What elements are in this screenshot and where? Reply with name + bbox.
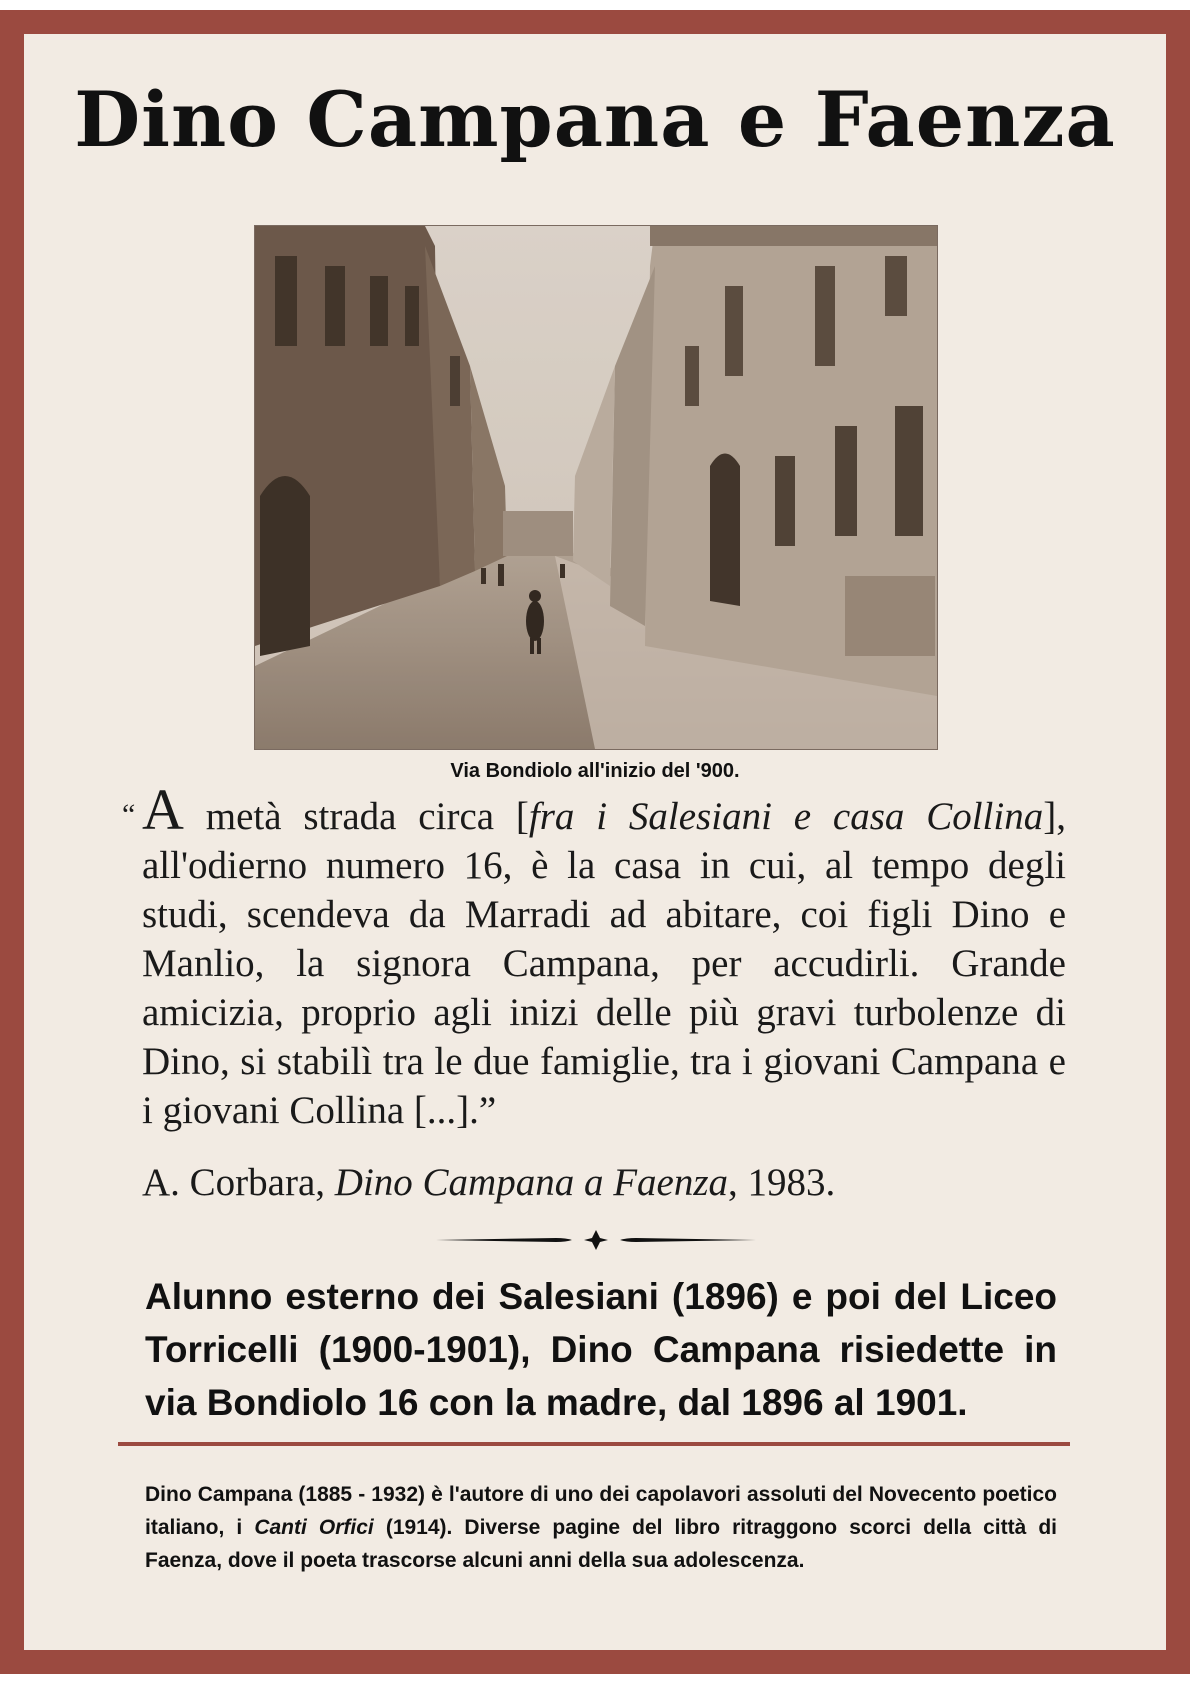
quote-text-part1: metà strada circa [ xyxy=(183,795,529,838)
quote-citation xyxy=(142,1160,835,1205)
footer-book-title: Canti Orfici xyxy=(254,1516,374,1539)
quote-block xyxy=(122,777,1066,1135)
citation-year: , 1983. xyxy=(728,1161,836,1204)
citation-author: A. Corbara, xyxy=(142,1161,335,1204)
quote-text-part2: ], all'odierno numero 16, è la casa in cui, al tempo degli studi, scendeva da Marradi ad abitare, coi figli Dino e Manlio, la signora Campana, per accudirli. Grande amicizia, proprio agli inizi delle più gravi turbolenze di Dino, si stabilì tra le due famiglie, tra i giovani Campana e i giovani Collina [...].” xyxy=(142,795,1066,1132)
opening-quote-mark: “ xyxy=(122,798,136,831)
footer-text-part1: Dino Campana (1885 - 1932) è l'autore di uno dei capolavori assoluti del Novecento poetico italiano, i xyxy=(145,1483,1057,1539)
street-photo xyxy=(254,225,938,750)
footer-text-part2: (1914). Diverse pagine del libro ritraggono scorci della città di Faenza, dove il poeta trascorse alcuni anni della sua adolescenza. xyxy=(145,1516,1057,1572)
citation-work: Dino Campana a Faenza xyxy=(334,1161,729,1204)
photo-caption: Via Bondiolo all'inizio del '900. xyxy=(450,760,740,782)
street-photo-illustration xyxy=(255,226,937,749)
residence-summary: Alunno esterno dei Salesiani (1896) e poi del Liceo Torricelli (1900-1901), Dino Campana risiedette in via Bondiolo 16 con la madre, dal 1896 al 1901. xyxy=(145,1276,1057,1423)
quote-italic-text: fra i Salesiani e casa Collina xyxy=(528,795,1044,838)
divider-ornament xyxy=(436,1228,756,1252)
footer-note xyxy=(145,1478,1057,1577)
poster-title: Dino Campana e Faenza xyxy=(74,75,1116,164)
section-divider-line xyxy=(118,1442,1070,1446)
quote-drop-letter: A xyxy=(142,777,184,842)
